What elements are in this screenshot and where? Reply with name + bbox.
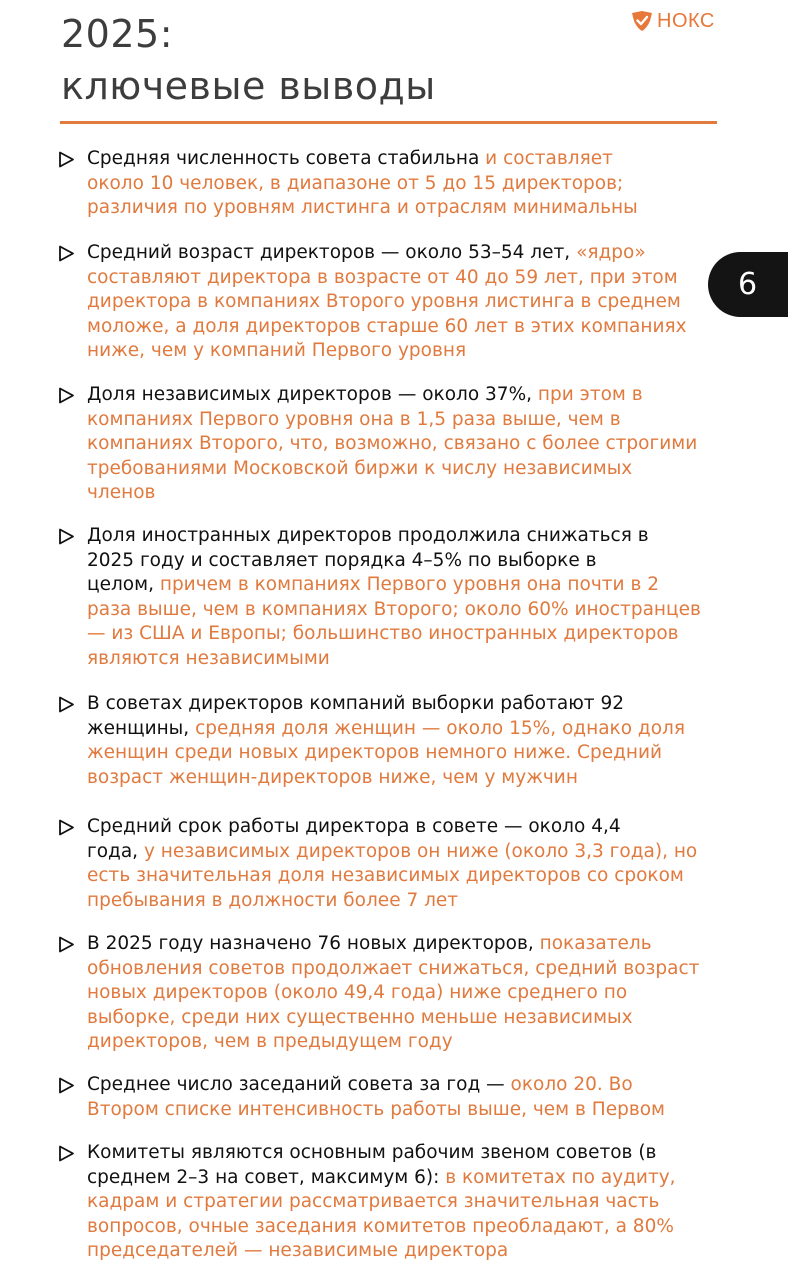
finding-item — [58, 692, 718, 790]
highlighted-text: являются независимыми — [87, 647, 330, 669]
triangle-bullet-icon — [58, 245, 75, 262]
text-line — [87, 1190, 718, 1215]
text-line — [87, 549, 718, 574]
triangle-bullet-icon — [58, 1077, 75, 1094]
plain-text: В советах директоров компаний выборки работают 92 — [87, 693, 624, 714]
text-line — [87, 840, 718, 865]
text-line — [87, 692, 718, 717]
text-line — [87, 1141, 718, 1166]
highlighted-text: при этом в — [537, 384, 643, 405]
highlighted-text: «ядро» — [576, 242, 646, 263]
plain-text: целом, — [87, 574, 160, 596]
text-line — [87, 766, 718, 791]
text-line — [87, 383, 718, 408]
text-line — [87, 266, 718, 291]
text-line — [87, 1006, 718, 1031]
highlighted-text: есть значительная доля независимых директоров со сроком — [87, 865, 684, 887]
highlighted-text: составляют директора в возрасте от 40 до 59 лет, при этом — [87, 266, 678, 288]
text-line — [87, 315, 718, 340]
finding-text — [87, 383, 718, 506]
triangle-bullet-icon — [58, 151, 75, 168]
text-line — [87, 1215, 718, 1240]
highlighted-text: директора в компаниях Второго уровня листинга в среднем — [87, 291, 681, 313]
text-line — [87, 717, 718, 742]
plain-text: года, — [87, 840, 144, 862]
highlighted-text: около 20. Во — [510, 1074, 633, 1095]
highlighted-text: выборке, среди них существенно меньше независимых — [87, 1006, 633, 1028]
text-line — [87, 432, 718, 457]
title-line-subtitle: ключевые выводы — [61, 64, 436, 108]
highlighted-text: кадрам и стратегии рассматривается значительная часть — [87, 1191, 660, 1213]
triangle-bullet-icon — [58, 936, 75, 953]
highlighted-text: средняя доля женщин — около 15%, однако доля — [195, 717, 685, 739]
plain-text: среднем 2–3 на совет, максимум 6): — [87, 1166, 446, 1188]
triangle-bullet-icon — [58, 696, 75, 713]
triangle-bullet-icon — [58, 528, 75, 545]
highlighted-text: причем в компаниях Первого уровня она почти в 2 — [159, 574, 660, 596]
plain-text: Средняя численность совета стабильна — [87, 148, 486, 169]
highlighted-text: требованиями Московской биржи к числу независимых — [87, 457, 633, 479]
highlighted-text: ниже, чем у компаний Первого уровня — [87, 340, 467, 362]
plain-text: Доля независимых директоров — около 37%, — [87, 384, 538, 405]
highlighted-text: обновления советов продолжает снижаться, средний возраст — [87, 957, 700, 979]
text-line — [87, 172, 718, 197]
highlighted-text: раза выше, чем в компаниях Второго; около 60% иностранцев — [87, 598, 701, 620]
finding-text — [87, 815, 718, 913]
highlighted-text: председателей — независимые директора — [87, 1240, 509, 1262]
highlighted-text: показатель — [539, 933, 652, 954]
highlighted-text: директоров, чем в предыдущем году — [87, 1031, 453, 1053]
plain-text: 2025 году и составляет порядка 4–5% по выборке в — [87, 549, 597, 571]
plain-text: В 2025 году назначено 76 новых директоров, — [87, 933, 540, 954]
highlighted-text: у независимых директоров он ниже (около 3,3 года), но — [143, 840, 698, 862]
highlighted-text: в комитетах по аудиту, — [445, 1166, 676, 1188]
text-line — [87, 864, 718, 889]
plain-text: Средний срок работы директора в совете — около 4,4 — [87, 816, 621, 837]
text-line — [87, 408, 718, 433]
highlighted-text: новых директоров (около 49,4 года) ниже среднего по — [87, 982, 628, 1004]
finding-item — [58, 524, 718, 672]
triangle-bullet-icon — [58, 819, 75, 836]
text-line — [87, 147, 718, 172]
page-number-badge: 6 — [708, 252, 788, 317]
text-line — [87, 1166, 718, 1191]
finding-item — [58, 932, 718, 1055]
finding-item — [58, 147, 718, 221]
text-line — [87, 647, 718, 672]
plain-text: Комитеты являются основным рабочим звеном советов (в — [87, 1142, 657, 1163]
text-line — [87, 481, 718, 506]
text-line — [87, 957, 718, 982]
plain-text: Средний возраст директоров — около 53–54 лет, — [87, 242, 577, 263]
finding-item — [58, 241, 718, 364]
finding-item — [58, 383, 718, 506]
highlighted-text: возраст женщин-директоров ниже, чем у мужчин — [87, 766, 578, 788]
title-line-year: 2025: — [61, 12, 174, 56]
text-line — [87, 981, 718, 1006]
text-line — [87, 290, 718, 315]
text-line — [87, 889, 718, 914]
highlighted-text: около 10 человек, в диапазоне от 5 до 15 директоров; — [87, 172, 624, 194]
text-line — [87, 622, 718, 647]
highlighted-text: членов — [87, 482, 156, 504]
text-line — [87, 815, 718, 840]
highlighted-text: компаниях Первого уровня она в 1,5 раза выше, чем в — [87, 408, 621, 430]
highlighted-text: вопросов, очные заседания комитетов преобладают, а 80% — [87, 1215, 674, 1237]
plain-text: женщины, — [87, 717, 196, 739]
text-line — [87, 932, 718, 957]
highlighted-text: и составляет — [485, 148, 613, 169]
highlighted-text: женщин среди новых директоров немного ниже. Средний — [87, 742, 663, 764]
plain-text: Доля иностранных директоров продолжила снижаться в — [87, 525, 649, 546]
highlighted-text: компаниях Второго, что, возможно, связано с более строгими — [87, 433, 698, 455]
finding-text — [87, 692, 718, 790]
highlighted-text: моложе, а доля директоров старше 60 лет в этих компаниях — [87, 315, 687, 337]
text-line — [87, 1073, 718, 1098]
finding-item — [58, 1073, 718, 1122]
highlighted-text: различия по уровням листинга и отраслям минимальны — [87, 197, 638, 219]
brand-name: НОКС — [657, 9, 715, 32]
text-line — [87, 241, 718, 266]
plain-text: Среднее число заседаний совета за год — — [87, 1074, 511, 1095]
highlighted-text: Втором списке интенсивность работы выше, чем в Первом — [87, 1098, 665, 1120]
finding-text — [87, 524, 718, 672]
text-line — [87, 598, 718, 623]
text-line — [87, 339, 718, 364]
finding-text — [87, 1141, 718, 1264]
text-line — [87, 741, 718, 766]
text-line — [87, 573, 718, 598]
text-line — [87, 457, 718, 482]
text-line — [87, 1030, 718, 1055]
triangle-bullet-icon — [58, 1145, 75, 1162]
text-line — [87, 1098, 718, 1123]
text-line — [87, 1239, 718, 1264]
highlighted-text: — из США и Европы; большинство иностранных директоров — [87, 623, 679, 645]
finding-text — [87, 241, 718, 364]
text-line — [87, 196, 718, 221]
finding-item — [58, 815, 718, 913]
finding-item — [58, 1141, 718, 1264]
finding-text — [87, 1073, 718, 1122]
text-line — [87, 524, 718, 549]
highlighted-text: пребывания в должности более 7 лет — [87, 889, 459, 911]
triangle-bullet-icon — [58, 387, 75, 404]
finding-text — [87, 147, 718, 221]
finding-text — [87, 932, 718, 1055]
